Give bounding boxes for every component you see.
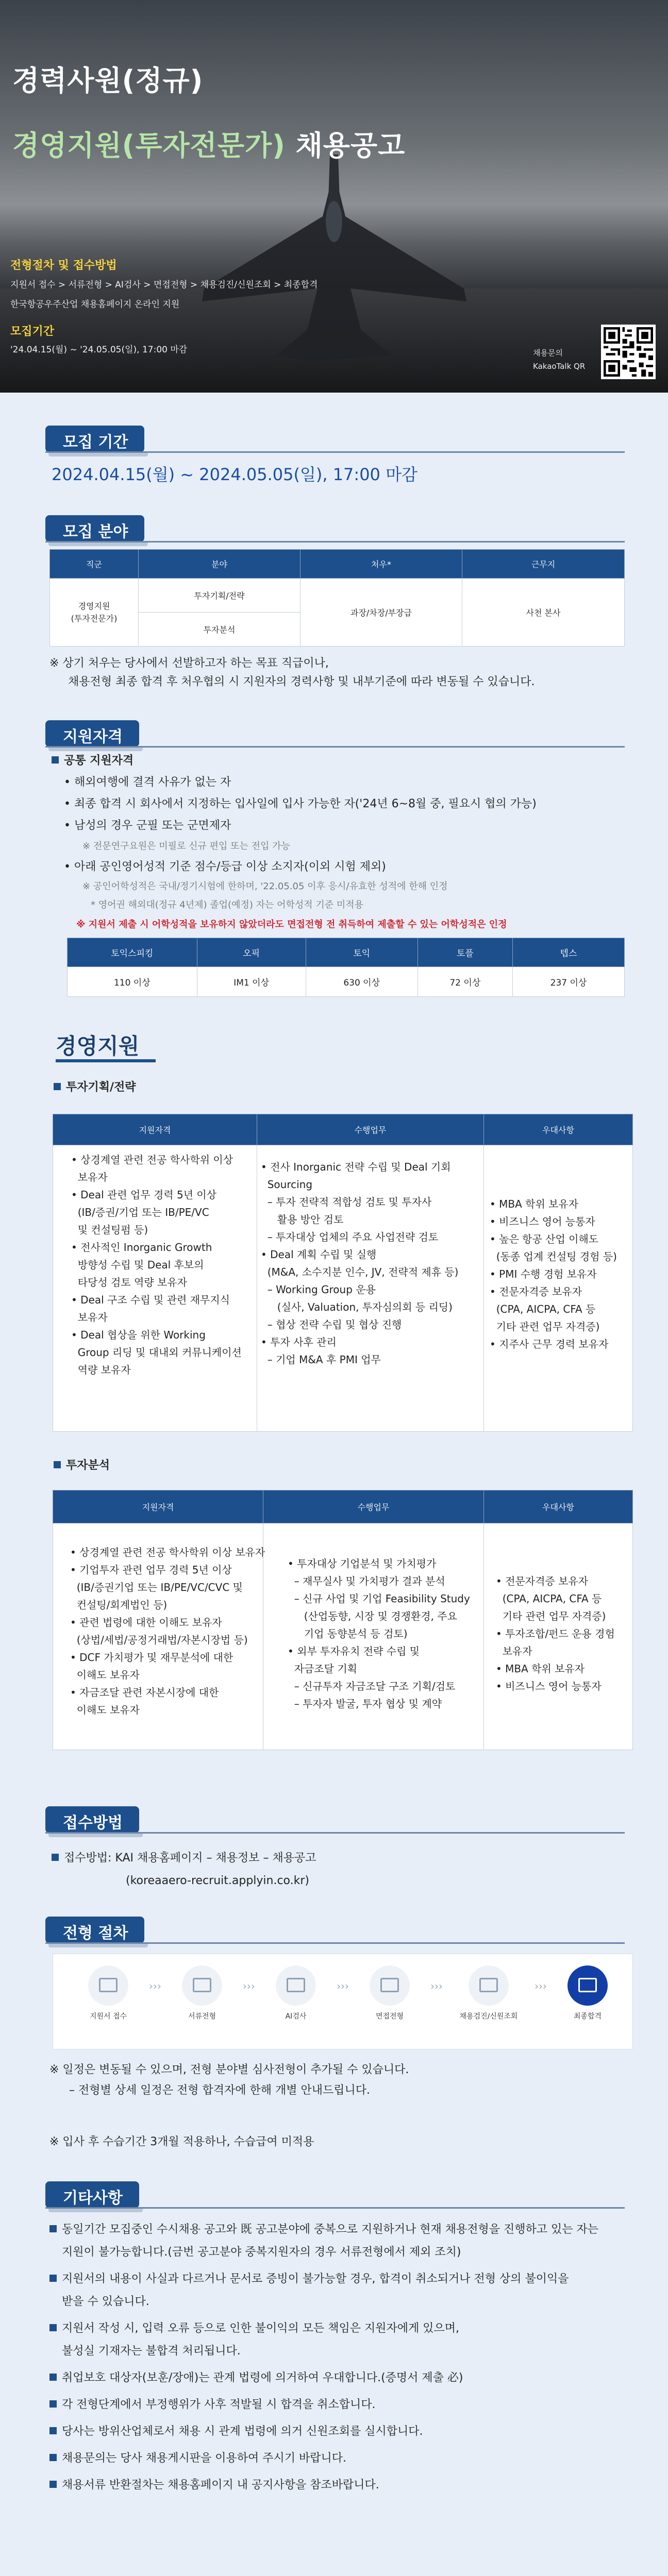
etc-item: [49, 2474, 598, 2497]
qr-label-inquiry: 채용문의: [533, 348, 563, 358]
field-note: 채용전형 최종 합격 후 처우협의 시 지원자의 경력사항 및 내부기준에 따라 변동될 수 있습니다.: [68, 675, 535, 688]
list-line: – 투자 전략적 적합성 검토 및 투자사: [261, 1196, 432, 1208]
lang-score: 237 이상: [512, 967, 624, 997]
etc-item-line: 받을 수 있습니다.: [62, 2295, 149, 2308]
list-line: (산업동향, 시장 및 경쟁환경, 주요: [288, 1610, 457, 1622]
process-step-final: [559, 1965, 616, 2021]
language-note: ※ 공인어학성적은 국내/정기시험에 한하며, '22.05.05 이후 응시/유효한 성적에 한해 인정: [82, 881, 448, 892]
exempt-note: ※ 전문연구요원은 미필로 신규 편입 또는 전입 가능: [82, 841, 290, 852]
divider: [45, 746, 625, 748]
list-line: 역량 보유자: [71, 1364, 131, 1376]
process-note: ※ 일정은 변동될 수 있으며, 전형 분야별 심사전형이 추가될 수 있습니다.: [49, 2063, 409, 2076]
list-line: • MBA 학위 보유자: [496, 1663, 585, 1675]
lang-score: 72 이상: [417, 967, 512, 997]
list-line: • 전문자격증 보유자: [490, 1285, 582, 1298]
qual-item-language: • 아래 공인영어성적 기준 점수/등급 이상 소지자(이외 시험 제외): [64, 860, 386, 873]
list-line: • DCF 가치평가 및 재무분석에 대한: [70, 1651, 233, 1664]
analysis-col-header: 지원자격: [53, 1490, 263, 1523]
qual-item: • 해외여행에 결격 사유가 없는 자: [64, 776, 231, 789]
list-line: Group 리딩 및 대내외 커뮤니케이션: [71, 1346, 242, 1359]
etc-item-line: 각 전형단계에서 부정행위가 사후 적발될 시 합격을 취소합니다.: [49, 2394, 598, 2416]
list-line: • 투자대상 기업분석 및 가치평가: [288, 1557, 437, 1570]
process-step: [455, 1965, 522, 2021]
lang-header: 텝스: [512, 938, 624, 967]
list-line: • 자금조달 관련 자본시장에 대한: [70, 1686, 219, 1699]
list-line: – 재무실사 및 가치평가 결과 분석: [288, 1575, 445, 1587]
language-note: * 영어권 해외대(정규 4년제) 졸업(예정) 자는 어학성적 기준 미적용: [91, 900, 364, 910]
list-line: (IB/증권/기업 또는 IB/PE/VC: [71, 1206, 209, 1218]
square-bullet-icon: [54, 1461, 61, 1468]
qual-item-text: 최종 합격 시 회사에서 지정하는 입사일에 입사 가능한 자('24년 6~8월 중, 필요시 협의 가능): [74, 798, 537, 810]
list-line: (상법/세법/공정거래법/자본시장법 등): [70, 1634, 248, 1646]
etc-item-line: 당사는 방위산업체로서 채용 시 관계 법령에 의거 신원조회를 실시합니다.: [49, 2420, 598, 2443]
plan-col-header: 수행업무: [257, 1114, 484, 1145]
section-heading-process: 전형 절차: [45, 1917, 144, 1943]
hero-banner: [0, 0, 668, 393]
list-line: • 외부 투자유치 전략 수립 및: [288, 1645, 420, 1657]
document-icon: [88, 1965, 128, 2006]
etc-item: [49, 2367, 598, 2389]
qual-item: • 최종 합격 시 회사에서 지정하는 입사일에 입사 가능한 자('24년 6~8월 중, 필요시 협의 가능): [64, 798, 537, 810]
etc-item: [49, 2268, 598, 2313]
qual-item-text: 남성의 경우 군필 또는 군면제자: [74, 819, 231, 832]
field-header: 근무지: [462, 550, 625, 579]
interview-icon: [370, 1965, 410, 2006]
lang-header: 오픽: [197, 938, 306, 967]
list-line: – 기업 M&A 후 PMI 업무: [261, 1353, 381, 1366]
etc-item: [49, 2218, 598, 2264]
lang-score: 630 이상: [306, 967, 417, 997]
field-header: 처우*: [300, 550, 462, 579]
list-line: • Deal 계획 수립 및 실행: [261, 1248, 377, 1261]
square-bullet-icon: [49, 2275, 57, 2282]
field-location: 사천 본사: [462, 579, 625, 647]
management-heading: 경영지원: [56, 1033, 140, 1059]
apply-method: [52, 1849, 316, 1868]
list-line: – 투자자 발굴, 투자 협상 및 계약: [288, 1698, 442, 1710]
analysis-col-header: 수행업무: [263, 1490, 484, 1523]
analysis-title-text: 투자분석: [66, 1459, 110, 1472]
analysis-col-header: 우대사항: [484, 1490, 633, 1523]
process-step: [268, 1965, 324, 2021]
list-line: 활용 방안 검토: [261, 1213, 344, 1226]
lang-header: 토플: [417, 938, 512, 967]
etc-item-line: 채용문의는 당사 채용게시판을 이용하여 주시기 바랍니다.: [49, 2447, 598, 2470]
chevron-right-icon: ›››: [430, 1980, 443, 1992]
checkup-icon: [469, 1965, 509, 2006]
list-line: – Working Group 운용: [261, 1283, 376, 1296]
field-note: ※ 상기 처우는 당사에서 선발하고자 하는 목표 직급이나,: [49, 657, 329, 670]
list-line: • 높은 항공 산업 이해도: [490, 1233, 599, 1245]
divider: [45, 2207, 625, 2209]
divider: [45, 1942, 625, 1944]
hero-period-title: 모집기간: [10, 325, 55, 338]
list-line: – 투자대상 업체의 주요 사업전략 검토: [261, 1231, 439, 1243]
hero-process-steps: 지원서 접수 > 서류전형 > AI검사 > 면접전형 > 채용검진/신원조회 > 최종합격: [10, 280, 318, 290]
process-step-label: 서류전형: [188, 2012, 216, 2021]
list-line: • 투자 사후 관리: [261, 1336, 337, 1348]
etc-item-line: 지원서의 내용이 사실과 다르거나 문서로 증빙이 불가능할 경우, 합격이 취소되거나 전형 상의 불이익을: [49, 2268, 598, 2291]
chevron-right-icon: ›››: [535, 1980, 547, 1992]
divider: [45, 451, 625, 453]
list-line: – 신규투자 자금조달 구조 기획/검토: [288, 1680, 456, 1692]
process-step-label: 면접전형: [375, 2012, 404, 2021]
field-group: 경영지원 (투자전문가): [50, 579, 139, 647]
apply-method-text: 접수방법: KAI 채용홈페이지 – 채용정보 – 채용공고: [64, 1852, 316, 1865]
square-bullet-icon: [49, 2400, 57, 2408]
square-bullet-icon: [52, 756, 59, 764]
monitor-icon: [276, 1965, 316, 2006]
analysis-work-list: [288, 1555, 470, 1713]
square-bullet-icon: [49, 2324, 57, 2331]
etc-item-line: 취업보호 대상자(보훈/장애)는 관계 법령에 의거하여 우대합니다.(증명서 제출 必): [49, 2367, 598, 2389]
plan-col-header: 우대사항: [484, 1114, 633, 1145]
chevron-right-icon: ›››: [337, 1980, 349, 1992]
field-area: 투자기획/전략: [139, 579, 300, 613]
section-heading-etc: 기타사항: [45, 2181, 139, 2208]
list-line: • 기업투자 관련 업무 경력 5년 이상: [70, 1564, 232, 1576]
process-step: [361, 1965, 418, 2021]
process-step-label: AI검사: [285, 2012, 307, 2021]
lang-header: 토익스피킹: [68, 938, 197, 967]
square-bullet-icon: [49, 2481, 57, 2488]
hero-period-text: '24.04.15(월) ~ '24.05.05(일), 17:00 마감: [10, 345, 188, 355]
list-line: 타당성 검토 역량 보유자: [71, 1276, 187, 1289]
etc-item: [49, 2420, 598, 2443]
square-bullet-icon: [49, 2374, 57, 2381]
list-line: • 투자조합/펀드 운용 경험: [496, 1628, 615, 1640]
field-area: 투자분석: [139, 613, 300, 647]
list-line: 컨설팅/회계법인 등): [70, 1599, 168, 1611]
hero-title-line2: [12, 124, 405, 163]
list-line: (CPA, AICPA, CFA 등: [490, 1303, 596, 1315]
qr-label-kakao: KakaoTalk QR: [533, 362, 586, 371]
plan-title-text: 투자기획/전략: [66, 1081, 136, 1094]
analysis-pref-list: [496, 1572, 615, 1695]
list-line: – 협상 전략 수립 및 협상 진행: [261, 1318, 402, 1331]
list-line: (CPA, AICPA, CFA 등: [496, 1592, 602, 1605]
list-line: 이해도 보유자: [70, 1669, 140, 1681]
process-step-label: 채용검진/신원조회: [459, 2012, 518, 2021]
lang-score: 110 이상: [68, 967, 197, 997]
list-line: 및 컨설팅펌 등): [71, 1224, 148, 1236]
list-line: • 전사 Inorganic 전략 수립 및 Deal 기회: [261, 1161, 451, 1173]
etc-item: [49, 2394, 598, 2416]
list-line: 자금조달 기획: [288, 1663, 357, 1675]
etc-item: [49, 2447, 598, 2470]
period-text: 2024.04.15(월) ~ 2024.05.05(일), 17:00 마감: [52, 465, 417, 484]
etc-item-line: 지원서 작성 시, 입력 오류 등으로 인한 불이익의 모든 책임은 지원자에게 있으며,: [49, 2317, 598, 2340]
list-line: • 전문자격증 보유자: [496, 1575, 589, 1587]
list-line: (M&A, 소수지분 인수, JV, 전략적 제휴 등): [261, 1266, 459, 1278]
section-heading-period: 모집 기간: [45, 426, 144, 452]
language-warning: ※ 지원서 제출 시 어학성적을 보유하지 않았더라도 면접전형 전 취득하여 제출할 수 있는 어학성적은 인정: [76, 919, 507, 930]
section-heading-field: 모집 분야: [45, 515, 144, 542]
etc-item-line: 불성실 기재자는 불합격 처리됩니다.: [62, 2345, 241, 2358]
list-line: 기업 동향분석 등 검토): [288, 1628, 408, 1640]
process-step: [174, 1965, 230, 2021]
common-qual-title-text: 공통 지원자격: [64, 754, 134, 767]
list-line: • 관련 법령에 대한 이해도 보유자: [70, 1616, 222, 1629]
chevron-right-icon: ›››: [243, 1980, 255, 1992]
list-line: – 신규 사업 및 기업 Feasibility Study: [288, 1592, 470, 1605]
qual-item: • 남성의 경우 군필 또는 군면제자: [64, 819, 231, 832]
etc-list: [49, 2218, 598, 2501]
kakao-qr-code[interactable]: [601, 325, 656, 379]
field-table: [49, 549, 625, 647]
field-header: 분야: [139, 550, 300, 579]
list-line: 기타 관련 업무 자격증): [490, 1320, 600, 1333]
list-line: • 상경계열 관련 전공 학사학위 이상 보유자: [70, 1546, 265, 1558]
divider: [45, 1832, 625, 1834]
analysis-qual-list: [70, 1544, 265, 1719]
list-line: (IB/증권기업 또는 IB/PE/VC/CVC 및: [70, 1581, 243, 1594]
section-heading-apply: 접수방법: [45, 1806, 139, 1833]
list-line: 이해도 보유자: [70, 1704, 140, 1716]
list-line: Sourcing: [261, 1178, 313, 1191]
list-line: • 비즈니스 영어 능통자: [496, 1680, 602, 1692]
hero-title-line1: 경력사원(정규): [12, 64, 204, 97]
common-qual-title: [52, 751, 133, 771]
square-bullet-icon: [52, 1854, 59, 1861]
list-line: 보유자: [71, 1171, 108, 1183]
list-line: • 비즈니스 영어 능통자: [490, 1215, 595, 1228]
etc-item-line: 동일기간 모집중인 수시채용 공고와 既 공고분야에 중복으로 지원하거나 현재 채용전형을 진행하고 있는 자는: [49, 2218, 598, 2241]
list-line: (실사, Valuation, 투자심의회 등 리딩): [261, 1301, 453, 1313]
list-line: 기타 관련 업무 자격증): [496, 1610, 606, 1622]
plan-qual-list: [71, 1151, 242, 1379]
section-heading-qualification: 지원자격: [45, 720, 139, 747]
plan-title: [54, 1078, 136, 1097]
list-line: • PMI 수행 경험 보유자: [490, 1268, 597, 1280]
list-line: 보유자: [71, 1311, 108, 1324]
list-line: • Deal 구조 수립 및 관련 재무지식: [71, 1294, 230, 1306]
etc-item-line: 지원이 불가능합니다.(금번 공고분야 중복지원자의 경우 서류전형에서 제외 조치): [62, 2246, 461, 2259]
list-line: • 상경계열 관련 전공 학사학위 이상: [71, 1154, 233, 1166]
apply-url[interactable]: (koreaaero-recruit.applyin.co.kr): [126, 1874, 309, 1887]
process-note: – 전형별 상세 일정은 전형 합격자에 한해 개별 안내드립니다.: [69, 2084, 370, 2097]
chevron-right-icon: ›››: [149, 1980, 161, 1992]
process-step-label: 지원서 접수: [89, 2012, 127, 2021]
list-line: 보유자: [496, 1645, 532, 1657]
hero-apply-method: 한국항공우주산업 채용홈페이지 온라인 지원: [10, 299, 180, 310]
list-line: • MBA 학위 보유자: [490, 1198, 579, 1210]
list-line: • Deal 관련 업무 경력 5년 이상: [71, 1189, 217, 1201]
square-bullet-icon: [49, 2427, 57, 2434]
analysis-title: [54, 1456, 110, 1476]
qr-code-icon: [604, 327, 653, 377]
process-flow: [53, 1954, 633, 2049]
badge-icon: [567, 1965, 608, 2006]
process-step: [80, 1965, 137, 2021]
field-header: 직군: [50, 550, 139, 579]
lang-header: 토익: [306, 938, 417, 967]
field-position: 과장/차장/부장급: [300, 579, 462, 647]
square-bullet-icon: [49, 2225, 57, 2232]
etc-item: [49, 2317, 598, 2363]
hero-title-rest: 채용공고: [285, 129, 406, 162]
plan-col-header: 지원자격: [53, 1114, 257, 1145]
square-bullet-icon: [49, 2454, 57, 2461]
list-line: (동종 업계 컨설팅 경험 등): [490, 1250, 617, 1263]
list-line: • Deal 협상을 위한 Working: [71, 1329, 206, 1341]
square-bullet-icon: [54, 1083, 61, 1090]
list-line: 방향성 수립 및 Deal 후보의: [71, 1259, 204, 1271]
divider: [45, 541, 625, 543]
hero-title-highlight: 경영지원(투자전문가): [12, 129, 286, 162]
screening-icon: [182, 1965, 222, 2006]
hero-process-title: 전형절차 및 접수방법: [10, 259, 117, 272]
etc-item-line: 채용서류 반환절차는 채용홈페이지 내 공지사항을 참조바랍니다.: [49, 2474, 598, 2497]
lang-score: IM1 이상: [197, 967, 306, 997]
qual-item-text: 아래 공인영어성적 기준 점수/등급 이상 소지자(이외 시험 제외): [74, 860, 386, 873]
plan-pref-list: [490, 1195, 617, 1353]
list-line: • 지주사 근무 경력 보유자: [490, 1338, 609, 1350]
list-line: • 전사적인 Inorganic Growth: [71, 1241, 212, 1253]
plan-work-list: [261, 1158, 459, 1368]
qual-item-text: 해외여행에 결격 사유가 없는 자: [74, 776, 231, 789]
language-score-table: [67, 938, 625, 997]
management-underline: [56, 1059, 156, 1062]
process-step-label: 최종합격: [573, 2012, 602, 2021]
probation-note: ※ 입사 후 수습기간 3개월 적용하나, 수습급여 미적용: [49, 2136, 314, 2148]
